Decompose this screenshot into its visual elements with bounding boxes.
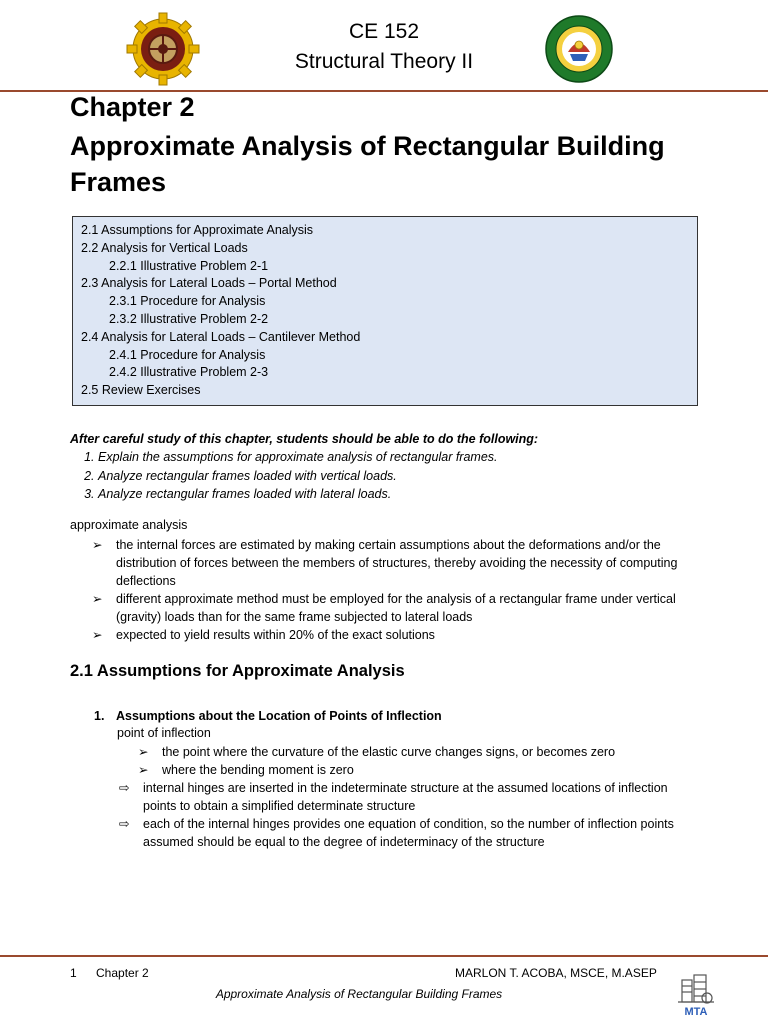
footer-page-info <box>70 966 149 980</box>
objectives-heading: After careful study of this chapter, students should be able to do the following: <box>70 432 539 446</box>
hollow-right-arrow-icon: ⇨ <box>119 781 130 795</box>
list-item <box>92 536 722 590</box>
list-item <box>92 590 722 626</box>
arrowhead-bullet-icon: ➢ <box>92 538 103 552</box>
bullet-text: each of the internal hinges provides one equation of condition, so the number of inflection points assumed should be equal to the degree of indeterminacy of the structure <box>143 817 674 849</box>
list-item <box>119 815 699 851</box>
footer-chapter: Chapter 2 <box>96 966 149 980</box>
approximate-analysis-bullets <box>92 536 722 644</box>
toc-item: 2.4 Analysis for Lateral Loads – Cantilever Method <box>81 329 361 344</box>
list-item <box>119 779 699 815</box>
bullet-text: internal hinges are inserted in the indeterminate structure at the assumed locations of inflection points to obtain a simplified determinate structure <box>143 781 668 813</box>
bullet-text: where the bending moment is zero <box>162 763 354 777</box>
hollow-right-arrow-icon: ⇨ <box>119 817 130 831</box>
footer-rule <box>0 955 768 957</box>
page-number: 1 <box>70 966 77 980</box>
point-of-inflection-term: point of inflection <box>117 726 211 740</box>
section-heading: 2.1 Assumptions for Approximate Analysis <box>70 662 405 680</box>
toc-item: 2.4.1 Procedure for Analysis <box>109 347 266 362</box>
toc-item: 2.3.1 Procedure for Analysis <box>109 294 266 309</box>
course-title: Structural Theory II <box>294 50 474 73</box>
objectives-list <box>70 448 750 503</box>
mta-logo-text: MTA <box>684 1006 708 1018</box>
toc-item: 2.3 Analysis for Lateral Loads – Portal Method <box>81 276 337 291</box>
objective-item: 3. Analyze rectangular frames loaded with lateral loads. <box>98 485 750 503</box>
learning-objectives <box>70 430 750 503</box>
bullet-text: the internal forces are estimated by making certain assumptions about the deformations and/or the distribution of forces between the members of structures, thereby avoiding the necessity of computing deflections <box>116 538 678 588</box>
objective-item: 1. Explain the assumptions for approximate analysis of rectangular frames. <box>98 448 750 466</box>
list-item <box>138 743 698 761</box>
course-code: CE 152 <box>348 20 420 43</box>
arrowhead-bullet-icon: ➢ <box>92 592 103 606</box>
approximate-analysis-term: approximate analysis <box>70 518 188 532</box>
list-item <box>92 626 722 644</box>
footer-author: MARLON T. ACOBA, MSCE, M.ASEP <box>455 966 657 980</box>
toc-item: 2.2 Analysis for Vertical Loads <box>81 240 248 255</box>
toc-item: 2.2.1 Illustrative Problem 2-1 <box>109 258 269 273</box>
footer-subtitle: Approximate Analysis of Rectangular Building Frames <box>215 987 503 1001</box>
table-of-contents <box>72 216 698 406</box>
toc-item: 2.3.2 Illustrative Problem 2-2 <box>109 311 269 326</box>
bullet-text: expected to yield results within 20% of the exact solutions <box>116 628 435 642</box>
objective-item: 2. Analyze rectangular frames loaded with vertical loads. <box>98 467 750 485</box>
chapter-title: Approximate Analysis of Rectangular Building Frames <box>70 131 665 197</box>
mta-building-logo-icon <box>674 972 718 1018</box>
chapter-number: Chapter 2 <box>70 92 195 122</box>
university-seal-logo-icon <box>544 14 614 84</box>
toc-item: 2.4.2 Illustrative Problem 2-3 <box>109 365 269 380</box>
list-item <box>138 761 698 779</box>
point-of-inflection-bullets <box>138 743 698 779</box>
toc-item: 2.5 Review Exercises <box>81 383 201 398</box>
bullet-text: different approximate method must be employed for the analysis of a rectangular frame under vertical (gravity) loads than for the same frame subjected to lateral loads <box>116 592 676 624</box>
assumption-title: Assumptions about the Location of Points of Inflection <box>116 709 442 723</box>
bullet-text: the point where the curvature of the elastic curve changes signs, or becomes zero <box>162 745 616 759</box>
hinge-bullets <box>119 779 699 851</box>
toc-item: 2.1 Assumptions for Approximate Analysis <box>81 223 314 237</box>
arrowhead-bullet-icon: ➢ <box>138 763 149 777</box>
assumption-heading <box>94 709 442 723</box>
arrowhead-bullet-icon: ➢ <box>138 745 149 759</box>
assumption-number: 1. <box>94 709 105 723</box>
arrowhead-bullet-icon: ➢ <box>92 628 103 642</box>
